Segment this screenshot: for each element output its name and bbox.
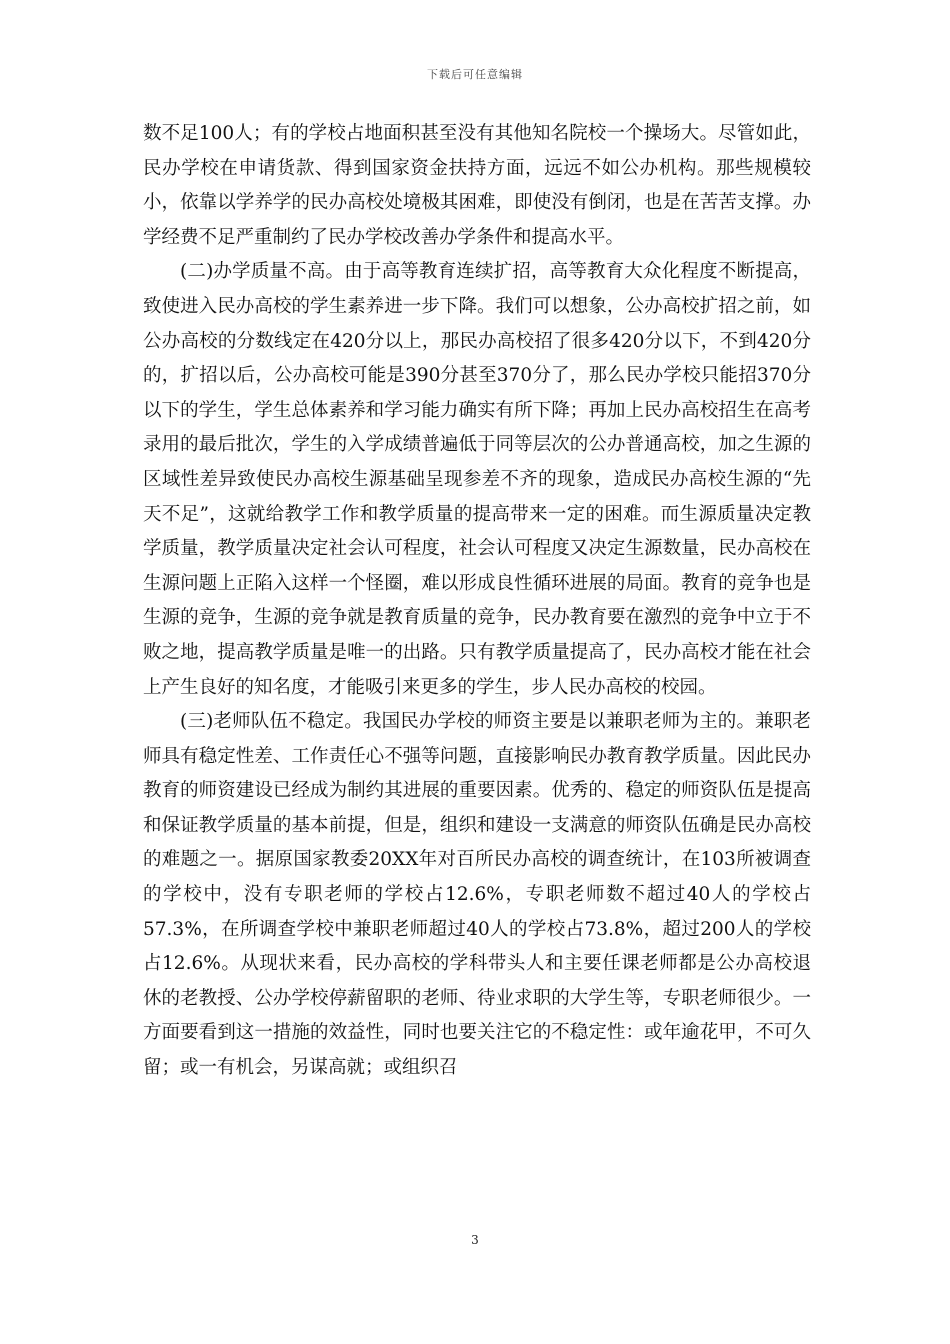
paragraph-3: (三)老师队伍不稳定。我国民办学校的师资主要是以兼职老师为主的。兼职老师具有稳定性差、工作责任心不强等问题，直接影响民办教育教学质量。因此民办教育的师资建设已经成为制约其进展的重要因素。优秀的、稳定的师资队伍是提高和保证教学质量的基本前提，但是，组织和建设一支满意的师资队伍确是民办高校的难题之一。据原国家教委20XX年对百所民办高校的调查统计，在103所被调查的学校中，没有专职老师的学校占12.6%，专职老师数不超过40人的学校占57.3%，在所调查学校中兼职老师超过40人的学校占73.8%，超过200人的学校占12.6%。从现状来看，民办高校的学科带头人和主要任课老师都是公办高校退休的老教授、公办学校停薪留职的老师、待业求职的大学生等，专职老师很少。一方面要看到这一措施的效益性，同时也要关注它的不稳定性：或年逾花甲，不可久留；或一有机会，另谋高就；或组织召 <box>143 711 811 1079</box>
paragraph-2: (二)办学质量不高。由于高等教育连续扩招，高等教育大众化程度不断提高，致使进入民办高校的学生素养进一步下降。我们可以想象，公办高校扩招之前，如公办高校的分数线定在420分以上，那民办高校招了很多420分以下，不到420分的，扩招以后，公办高校可能是390分甚至370分了，那么民办学校只能招370分以下的学生，学生总体素养和学习能力确实有所下降；再加上民办高校招生在高考录用的最后批次，学生的入学成绩普遍低于同等层次的公办普通高校，加之生源的区域性差异致使民办高校生源基础呈现参差不齐的现象，造成民办高校生源的“先天不足”，这就给教学工作和教学质量的提高带来一定的困难。而生源质量决定教学质量，教学质量决定社会认可程度，社会认可程度又决定生源数量，民办高校在生源问题上正陷入这样一个怪圈，难以形成良性循环进展的局面。教育的竞争也是生源的竞争，生源的竞争就是教育质量的竞争，民办教育要在激烈的竞争中立于不败之地，提高教学质量是唯一的出路。只有教学质量提高了，民办高校才能在社会上产生良好的知名度，才能吸引来更多的学生，步人民办高校的校园。 <box>143 261 811 698</box>
document-body <box>143 117 811 1086</box>
paragraph-1: 数不足100人；有的学校占地面积甚至没有其他知名院校一个操场大。尽管如此，民办学校在申请货款、得到国家资金扶持方面，远远不如公办机构。那些规模较小，依靠以学养学的民办高校处境极其困难，即使没有倒闭，也是在苦苦支撑。办学经费不足严重制约了民办学校改善办学条件和提高水平。 <box>143 123 811 248</box>
page-header: 下载后可任意编辑 <box>427 68 523 81</box>
page-number: 3 <box>471 1233 479 1247</box>
